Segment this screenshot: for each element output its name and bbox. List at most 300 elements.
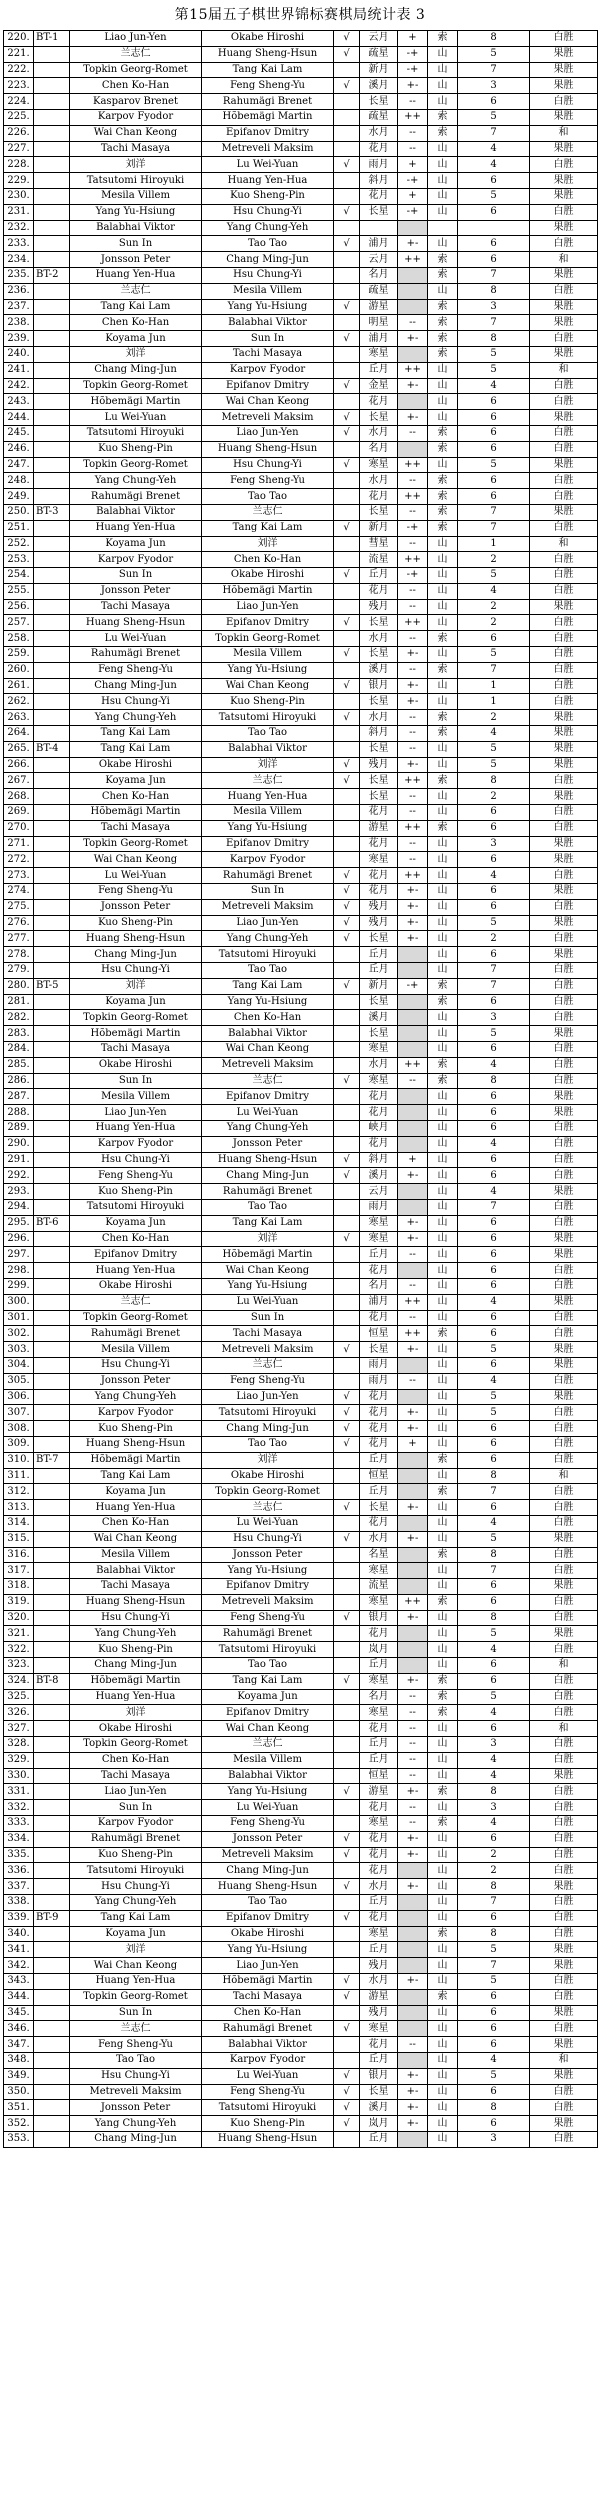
rule-cell: 山 (428, 2021, 458, 2037)
swap-cell: +- (398, 915, 428, 931)
opening-cell: 花月 (360, 1863, 398, 1879)
round-cell (34, 852, 70, 868)
white-player-cell: Tatsutomi Hiroyuki (202, 2100, 334, 2116)
opening-cell: 花月 (360, 1847, 398, 1863)
opening-cell: 长星 (360, 504, 398, 520)
game-number-cell: 300. (4, 1294, 34, 1310)
swap-cell (398, 1547, 428, 1563)
table-row (4, 2116, 598, 2132)
opening-cell: 花月 (360, 1626, 398, 1642)
rule-cell: 山 (428, 583, 458, 599)
result-cell: 果胜 (530, 789, 598, 805)
white-player-cell: Tatsutomi Hiroyuki (202, 710, 334, 726)
swap-cell (398, 1105, 428, 1121)
moves-cell: 6 (458, 1658, 530, 1674)
moves-cell: 4 (458, 378, 530, 394)
round-cell (34, 536, 70, 552)
moves-cell: 6 (458, 489, 530, 505)
moves-cell: 6 (458, 1579, 530, 1595)
result-cell: 白胜 (530, 994, 598, 1010)
moves-cell: 5 (458, 1405, 530, 1421)
black-player-cell: 刘洋 (70, 1942, 202, 1958)
white-player-cell: Rahumägi Brenet (202, 868, 334, 884)
table-row (4, 410, 598, 426)
table-row (4, 1042, 598, 1058)
round-cell (34, 631, 70, 647)
check-mark-cell: √ (334, 2021, 360, 2037)
round-cell (34, 1784, 70, 1800)
black-player-cell: Liao Jun-Yen (70, 31, 202, 47)
moves-cell: 6 (458, 473, 530, 489)
check-mark-cell (334, 1926, 360, 1942)
table-row (4, 1658, 598, 1674)
game-number-cell: 246. (4, 441, 34, 457)
opening-cell: 岚月 (360, 1642, 398, 1658)
rule-cell: 山 (428, 1026, 458, 1042)
white-player-cell: Balabhai Viktor (202, 1768, 334, 1784)
white-player-cell: Hsu Chung-Yi (202, 267, 334, 283)
opening-cell: 岚月 (360, 2116, 398, 2132)
result-cell: 白胜 (530, 489, 598, 505)
opening-cell: 丘月 (360, 947, 398, 963)
result-cell: 果胜 (530, 173, 598, 189)
rule-cell: 山 (428, 1199, 458, 1215)
black-player-cell: Balabhai Viktor (70, 220, 202, 236)
check-mark-cell (334, 1089, 360, 1105)
swap-cell (398, 1010, 428, 1026)
result-cell: 和 (530, 536, 598, 552)
black-player-cell: Tang Kai Lam (70, 1468, 202, 1484)
swap-cell: ++ (398, 868, 428, 884)
swap-cell: -- (398, 94, 428, 110)
round-cell (34, 1294, 70, 1310)
moves-cell: 6 (458, 1263, 530, 1279)
result-cell: 果胜 (530, 726, 598, 742)
moves-cell: 6 (458, 1357, 530, 1373)
swap-cell: +- (398, 757, 428, 773)
black-player-cell: Yang Chung-Yeh (70, 2116, 202, 2132)
table-row (4, 1184, 598, 1200)
white-player-cell: Metreveli Maksim (202, 1342, 334, 1358)
check-mark-cell (334, 726, 360, 742)
game-number-cell: 254. (4, 568, 34, 584)
rule-cell: 山 (428, 1752, 458, 1768)
check-mark-cell: √ (334, 773, 360, 789)
check-mark-cell (334, 1468, 360, 1484)
black-player-cell: Feng Sheng-Yu (70, 2037, 202, 2053)
rule-cell: 山 (428, 694, 458, 710)
white-player-cell: Yang Yu-Hsiung (202, 299, 334, 315)
table-row (4, 1563, 598, 1579)
check-mark-cell: √ (334, 1168, 360, 1184)
white-player-cell: Hsu Chung-Yi (202, 457, 334, 473)
game-number-cell: 259. (4, 647, 34, 663)
round-cell (34, 552, 70, 568)
game-number-cell: 255. (4, 583, 34, 599)
opening-cell: 云月 (360, 1184, 398, 1200)
black-player-cell: Yang Chung-Yeh (70, 710, 202, 726)
black-player-cell: Chen Ko-Han (70, 1231, 202, 1247)
check-mark-cell: √ (334, 710, 360, 726)
table-row (4, 252, 598, 268)
result-cell: 果胜 (530, 267, 598, 283)
rule-cell: 山 (428, 1847, 458, 1863)
rule-cell: 山 (428, 1531, 458, 1547)
black-player-cell: Tachi Masaya (70, 599, 202, 615)
game-number-cell: 262. (4, 694, 34, 710)
round-cell (34, 1847, 70, 1863)
moves-cell: 2 (458, 931, 530, 947)
check-mark-cell (334, 1942, 360, 1958)
rule-cell: 索 (428, 631, 458, 647)
table-row (4, 1326, 598, 1342)
result-cell: 果胜 (530, 599, 598, 615)
table-row (4, 678, 598, 694)
white-player-cell: 兰志仁 (202, 773, 334, 789)
black-player-cell: 兰志仁 (70, 46, 202, 62)
black-player-cell: Lu Wei-Yuan (70, 868, 202, 884)
swap-cell (398, 1642, 428, 1658)
rule-cell: 山 (428, 362, 458, 378)
rule-cell: 山 (428, 1215, 458, 1231)
white-player-cell: Hsu Chung-Yi (202, 204, 334, 220)
swap-cell: -- (398, 1816, 428, 1832)
white-player-cell: Metreveli Maksim (202, 1057, 334, 1073)
game-number-cell: 337. (4, 1879, 34, 1895)
rule-cell: 山 (428, 963, 458, 979)
result-cell: 白胜 (530, 583, 598, 599)
moves-cell: 8 (458, 331, 530, 347)
round-cell (34, 378, 70, 394)
white-player-cell: 兰志仁 (202, 1737, 334, 1753)
black-player-cell: Tatsutomi Hiroyuki (70, 1863, 202, 1879)
white-player-cell: 刘洋 (202, 1452, 334, 1468)
opening-cell: 寒星 (360, 1073, 398, 1089)
moves-cell: 7 (458, 125, 530, 141)
moves-cell: 8 (458, 773, 530, 789)
check-mark-cell: √ (334, 1231, 360, 1247)
opening-cell: 长星 (360, 1026, 398, 1042)
rule-cell: 山 (428, 805, 458, 821)
game-number-cell: 242. (4, 378, 34, 394)
game-number-cell: 338. (4, 1895, 34, 1911)
moves-cell: 5 (458, 1389, 530, 1405)
table-row (4, 1626, 598, 1642)
swap-cell (398, 267, 428, 283)
table-row (4, 1610, 598, 1626)
white-player-cell: Rahumägi Brenet (202, 94, 334, 110)
white-player-cell: Epifanov Dmitry (202, 1579, 334, 1595)
check-mark-cell: √ (334, 31, 360, 47)
white-player-cell: Karpov Fyodor (202, 362, 334, 378)
white-player-cell: Tao Tao (202, 1895, 334, 1911)
result-cell: 果胜 (530, 1958, 598, 1974)
white-player-cell: Hõbemägi Martin (202, 109, 334, 125)
rule-cell: 索 (428, 489, 458, 505)
round-cell (34, 141, 70, 157)
moves-cell: 4 (458, 1515, 530, 1531)
opening-cell: 长星 (360, 1342, 398, 1358)
rule-cell: 山 (428, 1942, 458, 1958)
opening-cell: 长星 (360, 789, 398, 805)
check-mark-cell (334, 1705, 360, 1721)
rule-cell: 山 (428, 931, 458, 947)
check-mark-cell: √ (334, 568, 360, 584)
table-row (4, 1294, 598, 1310)
game-number-cell: 296. (4, 1231, 34, 1247)
white-player-cell: Lu Wei-Yuan (202, 157, 334, 173)
opening-cell: 丘月 (360, 1895, 398, 1911)
opening-cell: 恒星 (360, 1468, 398, 1484)
moves-cell: 8 (458, 2100, 530, 2116)
moves-cell: 6 (458, 2084, 530, 2100)
table-row (4, 394, 598, 410)
round-cell (34, 1705, 70, 1721)
check-mark-cell (334, 1357, 360, 1373)
game-number-cell: 321. (4, 1626, 34, 1642)
white-player-cell: 刘洋 (202, 1231, 334, 1247)
swap-cell (398, 1199, 428, 1215)
moves-cell: 8 (458, 283, 530, 299)
black-player-cell: Rahumägi Brenet (70, 1326, 202, 1342)
moves-cell: 3 (458, 1737, 530, 1753)
round-cell (34, 1752, 70, 1768)
white-player-cell: Yang Yu-Hsiung (202, 1563, 334, 1579)
black-player-cell: Kuo Sheng-Pin (70, 1642, 202, 1658)
result-cell: 白胜 (530, 441, 598, 457)
check-mark-cell (334, 283, 360, 299)
rule-cell: 山 (428, 647, 458, 663)
swap-cell: +- (398, 899, 428, 915)
check-mark-cell (334, 1800, 360, 1816)
table-row (4, 915, 598, 931)
result-cell: 白胜 (530, 1563, 598, 1579)
swap-cell: + (398, 1436, 428, 1452)
round-cell (34, 236, 70, 252)
black-player-cell: Chang Ming-Jun (70, 678, 202, 694)
opening-cell: 长星 (360, 773, 398, 789)
round-cell (34, 1594, 70, 1610)
game-number-cell: 344. (4, 1989, 34, 2005)
round-cell: BT-2 (34, 267, 70, 283)
table-row (4, 1120, 598, 1136)
check-mark-cell (334, 1721, 360, 1737)
table-row (4, 1958, 598, 1974)
rule-cell: 山 (428, 1010, 458, 1026)
table-row (4, 1910, 598, 1926)
game-number-cell: 323. (4, 1658, 34, 1674)
result-cell: 果胜 (530, 1184, 598, 1200)
result-cell: 果胜 (530, 457, 598, 473)
check-mark-cell (334, 1816, 360, 1832)
game-number-cell: 236. (4, 283, 34, 299)
white-player-cell: Huang Sheng-Hsun (202, 1879, 334, 1895)
game-number-cell: 329. (4, 1752, 34, 1768)
round-cell (34, 457, 70, 473)
white-player-cell: Rahumägi Brenet (202, 2021, 334, 2037)
rule-cell: 索 (428, 109, 458, 125)
swap-cell: ++ (398, 489, 428, 505)
table-row (4, 1974, 598, 1990)
moves-cell: 8 (458, 1547, 530, 1563)
rule-cell: 索 (428, 820, 458, 836)
white-player-cell: Lu Wei-Yuan (202, 1294, 334, 1310)
swap-cell: -+ (398, 978, 428, 994)
check-mark-cell: √ (334, 46, 360, 62)
round-cell (34, 1610, 70, 1626)
result-cell: 果胜 (530, 1294, 598, 1310)
opening-cell: 寒星 (360, 457, 398, 473)
round-cell: BT-3 (34, 504, 70, 520)
opening-cell: 银月 (360, 1610, 398, 1626)
black-player-cell: Huang Sheng-Hsun (70, 615, 202, 631)
opening-cell: 云月 (360, 252, 398, 268)
table-row (4, 1452, 598, 1468)
rule-cell: 山 (428, 1642, 458, 1658)
moves-cell: 3 (458, 1800, 530, 1816)
rule-cell: 山 (428, 615, 458, 631)
black-player-cell: Huang Sheng-Hsun (70, 1436, 202, 1452)
check-mark-cell: √ (334, 1073, 360, 1089)
game-number-cell: 274. (4, 884, 34, 900)
white-player-cell: Chang Ming-Jun (202, 252, 334, 268)
white-player-cell: Epifanov Dmitry (202, 378, 334, 394)
black-player-cell: Balabhai Viktor (70, 504, 202, 520)
rule-cell: 索 (428, 31, 458, 47)
swap-cell: +- (398, 2084, 428, 2100)
table-row (4, 1484, 598, 1500)
moves-cell: 3 (458, 78, 530, 94)
black-player-cell: Koyama Jun (70, 773, 202, 789)
check-mark-cell (334, 1278, 360, 1294)
result-cell: 白胜 (530, 520, 598, 536)
swap-cell (398, 1026, 428, 1042)
black-player-cell: Tatsutomi Hiroyuki (70, 1199, 202, 1215)
black-player-cell: Yang Yu-Hsiung (70, 204, 202, 220)
swap-cell: ++ (398, 1294, 428, 1310)
black-player-cell: Hõbemägi Martin (70, 1026, 202, 1042)
white-player-cell: 兰志仁 (202, 504, 334, 520)
game-number-cell: 306. (4, 1389, 34, 1405)
opening-cell: 花月 (360, 1421, 398, 1437)
moves-cell: 5 (458, 741, 530, 757)
check-mark-cell (334, 1294, 360, 1310)
rule-cell: 山 (428, 62, 458, 78)
game-number-cell: 284. (4, 1042, 34, 1058)
swap-cell: -- (398, 1705, 428, 1721)
table-row (4, 536, 598, 552)
result-cell: 果胜 (530, 1342, 598, 1358)
opening-cell: 长星 (360, 994, 398, 1010)
result-cell: 果胜 (530, 62, 598, 78)
table-row (4, 1263, 598, 1279)
white-player-cell: Tao Tao (202, 1436, 334, 1452)
check-mark-cell (334, 994, 360, 1010)
black-player-cell: Mesila Villem (70, 188, 202, 204)
white-player-cell: Jonsson Peter (202, 1547, 334, 1563)
check-mark-cell (334, 252, 360, 268)
moves-cell: 5 (458, 1974, 530, 1990)
game-number-cell: 266. (4, 757, 34, 773)
swap-cell: -+ (398, 520, 428, 536)
check-mark-cell (334, 125, 360, 141)
check-mark-cell (334, 394, 360, 410)
moves-cell: 5 (458, 757, 530, 773)
opening-cell: 溪月 (360, 1168, 398, 1184)
check-mark-cell: √ (334, 1389, 360, 1405)
game-number-cell: 309. (4, 1436, 34, 1452)
black-player-cell: Koyama Jun (70, 536, 202, 552)
rule-cell: 山 (428, 1468, 458, 1484)
rule-cell: 山 (428, 236, 458, 252)
round-cell (34, 836, 70, 852)
table-row (4, 46, 598, 62)
white-player-cell: Epifanov Dmitry (202, 836, 334, 852)
result-cell: 白胜 (530, 1452, 598, 1468)
rule-cell: 索 (428, 1326, 458, 1342)
opening-cell: 长星 (360, 931, 398, 947)
swap-cell (398, 947, 428, 963)
game-number-cell: 307. (4, 1405, 34, 1421)
opening-cell: 斜月 (360, 726, 398, 742)
white-player-cell: Lu Wei-Yuan (202, 1515, 334, 1531)
check-mark-cell (334, 2005, 360, 2021)
black-player-cell: 兰志仁 (70, 1294, 202, 1310)
white-player-cell: Karpov Fyodor (202, 2053, 334, 2069)
result-cell: 白胜 (530, 2021, 598, 2037)
black-player-cell: Metreveli Maksim (70, 2084, 202, 2100)
black-player-cell: Hsu Chung-Yi (70, 963, 202, 979)
table-row (4, 1926, 598, 1942)
moves-cell: 6 (458, 1452, 530, 1468)
game-number-cell: 257. (4, 615, 34, 631)
result-cell: 白胜 (530, 820, 598, 836)
game-number-cell: 340. (4, 1926, 34, 1942)
rule-cell: 索 (428, 1989, 458, 2005)
round-cell (34, 583, 70, 599)
swap-cell (398, 1263, 428, 1279)
rule-cell: 山 (428, 1105, 458, 1121)
moves-cell: 5 (458, 1942, 530, 1958)
table-row (4, 726, 598, 742)
game-number-cell: 287. (4, 1089, 34, 1105)
table-row (4, 157, 598, 173)
game-number-cell: 298. (4, 1263, 34, 1279)
opening-cell: 游星 (360, 820, 398, 836)
black-player-cell: Hsu Chung-Yi (70, 2068, 202, 2084)
moves-cell: 7 (458, 315, 530, 331)
table-row (4, 647, 598, 663)
white-player-cell: Kuo Sheng-Pin (202, 694, 334, 710)
black-player-cell: Jonsson Peter (70, 252, 202, 268)
check-mark-cell: √ (334, 236, 360, 252)
opening-cell: 名月 (360, 441, 398, 457)
moves-cell: 4 (458, 1816, 530, 1832)
table-row (4, 1689, 598, 1705)
swap-cell: +- (398, 1974, 428, 1990)
swap-cell (398, 1989, 428, 2005)
moves-cell: 7 (458, 662, 530, 678)
table-row (4, 694, 598, 710)
game-number-cell: 326. (4, 1705, 34, 1721)
white-player-cell: Chang Ming-Jun (202, 1863, 334, 1879)
moves-cell: 7 (458, 504, 530, 520)
result-cell: 白胜 (530, 1278, 598, 1294)
opening-cell: 银月 (360, 678, 398, 694)
white-player-cell: Metreveli Maksim (202, 899, 334, 915)
round-cell (34, 1768, 70, 1784)
swap-cell: +- (398, 2116, 428, 2132)
